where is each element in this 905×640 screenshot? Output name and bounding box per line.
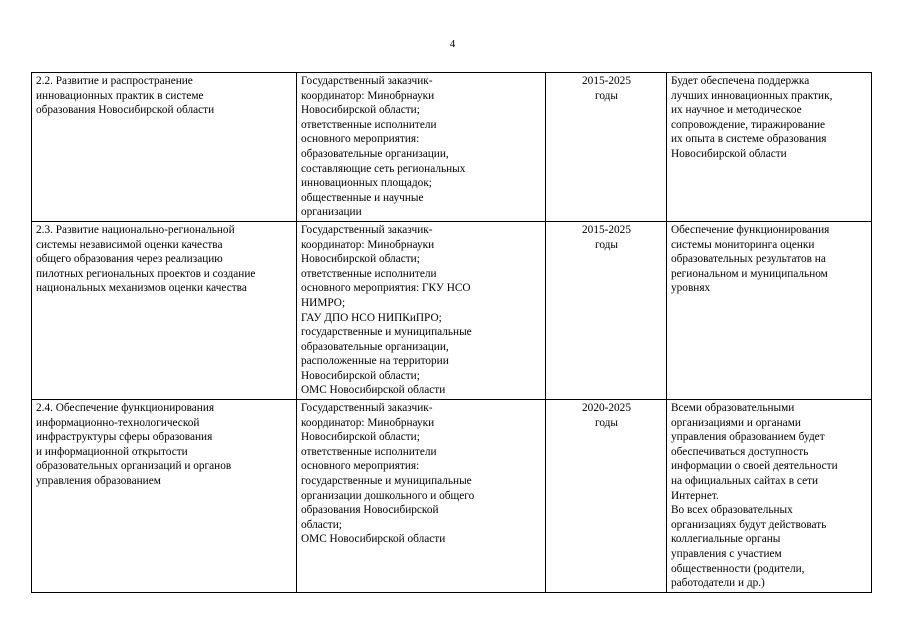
cell-text-line: управления образованием будет <box>671 431 825 444</box>
cell-text-line: Во всех образовательных <box>671 504 793 517</box>
cell-text-line: ОМС Новосибирской области <box>301 533 446 546</box>
cell-text-line: Интернет. <box>671 489 719 502</box>
cell-text-line: годы <box>594 89 618 102</box>
cell-text-line: общего образования через реализацию <box>36 253 223 266</box>
cell-text-line: Государственный заказчик- <box>301 402 433 415</box>
cell-text-line: информационно-технологической <box>36 416 200 429</box>
cell-text-line: области; <box>301 518 342 531</box>
cell-text-line: организациях будут действовать <box>671 518 827 531</box>
cell-text-line: работодатели и др.) <box>671 577 765 590</box>
cell-text-line: региональном и муниципальном <box>671 267 828 280</box>
expected-result-cell <box>667 400 872 593</box>
executor-cell <box>297 221 546 399</box>
cell-text-line: 2015-2025 <box>582 75 631 87</box>
cell-text-line: государственные и муниципальные <box>301 475 472 488</box>
program-measures-table <box>31 72 872 593</box>
cell-text-line: инновационных практик в системе <box>36 89 204 102</box>
cell-text-line: координатор: Минобрнауки <box>301 89 435 102</box>
cell-text-line: 2015-2025 <box>582 223 631 236</box>
cell-text-line: Новосибирской области <box>671 147 787 160</box>
period-cell <box>546 400 667 593</box>
executor-cell <box>297 73 546 222</box>
expected-result-cell <box>667 73 872 222</box>
cell-text-line: инфраструктуры сферы образования <box>36 431 213 444</box>
cell-text-line: ГАУ ДПО НСО НИПКиПРО; <box>301 311 442 324</box>
cell-text-line: информации о своей деятельности <box>671 460 838 473</box>
cell-text-line: системы мониторинга оценки <box>671 238 815 251</box>
cell-text-line: Новосибирской области; <box>301 431 420 444</box>
cell-text-line: национальных механизмов оценки качества <box>36 282 247 295</box>
cell-text-line: их научное и методическое <box>671 104 802 117</box>
cell-text-line: организациями и органами <box>671 416 801 429</box>
cell-text-line: и информационной открытости <box>36 445 188 458</box>
cell-text-line: управления с участием <box>671 548 782 560</box>
cell-text-line: образования Новосибирской области <box>36 104 215 117</box>
cell-text-line: Новосибирской области; <box>301 253 420 266</box>
cell-text-line: Будет обеспечена поддержка <box>671 75 810 87</box>
cell-text-line: годы <box>594 238 618 251</box>
cell-text-line: Новосибирской области; <box>301 369 420 382</box>
cell-text-line: образования Новосибирской <box>301 504 439 517</box>
cell-text-line: их опыта в системе образования <box>671 133 827 146</box>
cell-text-line: уровнях <box>671 282 711 295</box>
cell-text-line: составляющие сеть региональных <box>301 162 466 175</box>
cell-text-line: Государственный заказчик- <box>301 75 433 87</box>
cell-text-line: обеспечиваться доступность <box>671 445 809 458</box>
cell-text-line: пилотных региональных проектов и создание <box>36 267 256 280</box>
expected-result-cell <box>667 221 872 399</box>
cell-text-line: 2020-2025 <box>582 402 631 415</box>
cell-text-line: образовательных результатов на <box>671 253 826 266</box>
cell-text-line: лучших инновационных практик, <box>671 89 833 102</box>
cell-text-line: организации дошкольного и общего <box>301 489 475 502</box>
cell-text-line: образовательные организации, <box>301 147 449 160</box>
executor-cell <box>297 400 546 593</box>
cell-text-line: основного мероприятия: ГКУ НСО <box>301 282 471 295</box>
cell-text-line: общественные и научные <box>301 191 424 204</box>
cell-text-line: годы <box>594 416 618 429</box>
measure-cell <box>32 73 297 222</box>
page-number: 4 <box>449 38 456 50</box>
cell-text-line: 2.2. Развитие и распространение <box>36 75 193 87</box>
cell-text-line: ОМС Новосибирской области <box>301 384 446 397</box>
cell-text-line: НИМРО; <box>301 296 346 309</box>
cell-text-line: системы независимой оценки качества <box>36 238 223 251</box>
cell-text-line: сопровождение, тиражирование <box>671 118 826 131</box>
cell-text-line: общественности (родители, <box>671 562 805 575</box>
measure-cell <box>32 221 297 399</box>
cell-text-line: координатор: Минобрнауки <box>301 238 435 251</box>
cell-text-line: образовательных организаций и органов <box>36 460 232 473</box>
cell-text-line: ответственные исполнители <box>301 445 437 458</box>
cell-text-line: управления образованием <box>36 475 161 488</box>
cell-text-line: ответственные исполнители <box>301 267 437 280</box>
cell-text-line: 2.4. Обеспечение функционирования <box>36 402 215 415</box>
cell-text-line: инновационных площадок; <box>301 177 432 190</box>
cell-text-line: ответственные исполнители <box>301 118 437 131</box>
cell-text-line: государственные и муниципальные <box>301 326 472 339</box>
cell-text-line: основного мероприятия: <box>301 460 420 473</box>
cell-text-line: Обеспечение функционирования <box>671 223 830 236</box>
measure-cell <box>32 400 297 593</box>
cell-text-line: коллегиальные органы <box>671 533 781 546</box>
cell-text-line: Новосибирской области; <box>301 104 420 117</box>
cell-text-line: координатор: Минобрнауки <box>301 416 435 429</box>
period-cell <box>546 221 667 399</box>
cell-text-line: расположенные на территории <box>301 355 449 368</box>
cell-text-line: организации <box>301 206 362 219</box>
cell-text-line: Государственный заказчик- <box>301 223 433 236</box>
cell-text-line: 2.3. Развитие национально-региональной <box>36 223 235 236</box>
cell-text-line: образовательные организации, <box>301 340 449 353</box>
table-row <box>32 400 872 593</box>
table-row <box>32 221 872 399</box>
period-cell <box>546 73 667 222</box>
cell-text-line: Всеми образовательными <box>671 402 795 415</box>
cell-text-line: основного мероприятия: <box>301 133 420 146</box>
cell-text-line: на официальных сайтах в сети <box>671 475 819 488</box>
table-row <box>32 73 872 222</box>
